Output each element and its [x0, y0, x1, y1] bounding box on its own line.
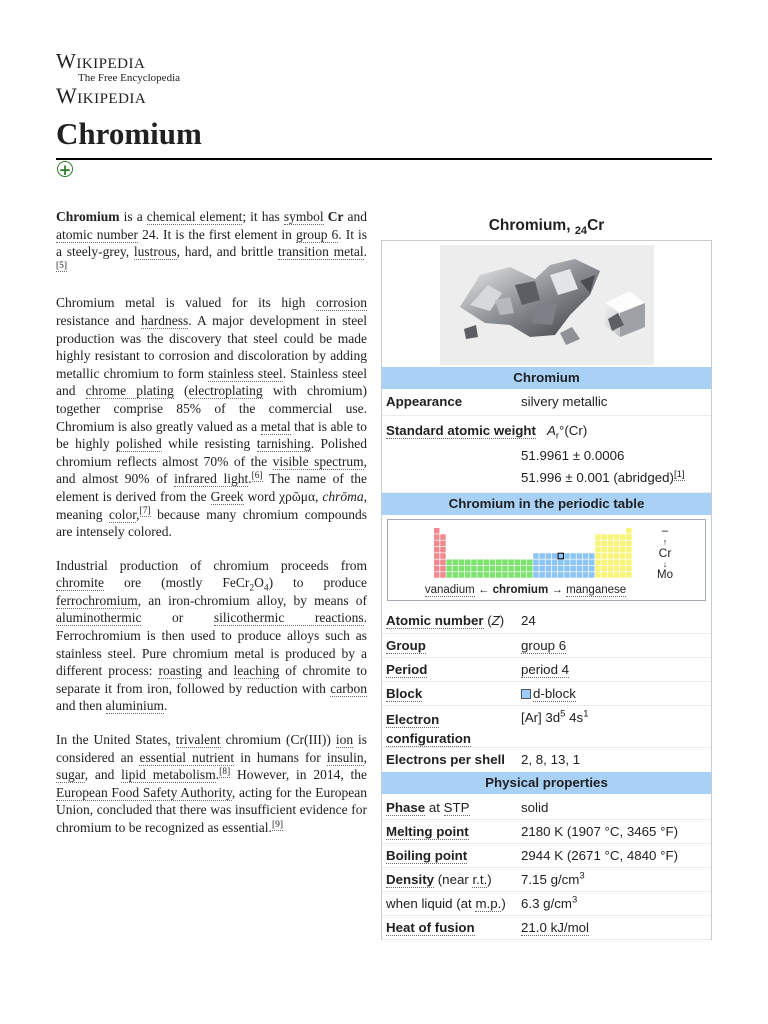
pt-cell	[521, 560, 527, 566]
link-infrared-light[interactable]: infrared light	[174, 471, 249, 487]
pt-cell	[465, 566, 471, 572]
wikipedia-logo[interactable]	[56, 50, 180, 108]
pt-cell	[595, 553, 601, 559]
liquid-value: 6.3 $g/cm^3$	[521, 894, 578, 911]
pt-cell	[620, 572, 626, 578]
pt-cell	[601, 572, 607, 578]
pt-cell	[453, 566, 459, 572]
link-roasting[interactable]: roasting	[158, 663, 202, 679]
pt-cell	[477, 560, 483, 566]
pt-cell	[595, 534, 601, 540]
pt-cell	[626, 541, 632, 547]
pt-cell	[533, 560, 539, 566]
pt-cell	[552, 566, 558, 572]
pt-cell	[515, 572, 521, 578]
pt-cell	[620, 534, 626, 540]
pt-cell	[552, 572, 558, 578]
pt-cell	[440, 572, 446, 578]
pt-cell	[484, 572, 490, 578]
link-room-temperature[interactable]: r.t.	[472, 872, 488, 887]
pt-cell	[626, 572, 632, 578]
pt-cell	[620, 566, 626, 572]
link-trivalent[interactable]: trivalent	[175, 732, 221, 748]
link-block[interactable]: Block	[386, 686, 423, 701]
pt-cell	[440, 553, 446, 559]
phase-label: Phase at STP	[386, 800, 470, 815]
link-kj-mol[interactable]: 21.0 kJ/mol	[521, 920, 589, 935]
pt-down-arrow: ↓	[662, 559, 668, 569]
pt-cell	[614, 572, 620, 578]
pt-cell	[440, 560, 446, 566]
link-ferrochromium[interactable]: ferrochromium	[56, 592, 138, 608]
pt-cell	[601, 553, 607, 559]
link-corrosion[interactable]: corrosion	[316, 295, 367, 311]
pt-cell	[496, 572, 502, 578]
pt-cell	[465, 572, 471, 578]
link-atomic-number-row[interactable]: Atomic number	[386, 613, 484, 628]
pt-cell	[601, 541, 607, 547]
pt-cell	[577, 572, 583, 578]
pt-cell	[527, 572, 533, 578]
link-carbon[interactable]: carbon	[330, 680, 367, 696]
pt-cell	[459, 566, 465, 572]
pt-cell	[446, 566, 452, 572]
pt-below: Mo	[657, 569, 673, 581]
pt-cell	[440, 547, 446, 553]
pt-cell	[614, 541, 620, 547]
pt-cell	[446, 560, 452, 566]
pt-cell	[552, 553, 558, 559]
pt-cell	[508, 566, 514, 572]
row-appearance	[382, 389, 711, 416]
pt-symbol: Cr	[658, 546, 672, 560]
pt-cell	[570, 566, 576, 572]
pt-cell	[434, 560, 440, 566]
pt-cell	[614, 534, 620, 540]
citation-1[interactable]: [1]	[673, 468, 685, 480]
link-melting-point-abbr[interactable]: m.p.	[475, 896, 502, 911]
pt-cell	[440, 534, 446, 540]
liquid-label: when liquid (at m.p.)	[386, 896, 506, 911]
link-melting-point[interactable]: Melting point	[386, 824, 469, 839]
pt-cell	[453, 572, 459, 578]
pt-cell	[533, 566, 539, 572]
pt-cell	[546, 553, 552, 559]
pt-cell	[595, 560, 601, 566]
pt-cell	[440, 566, 446, 572]
link-period[interactable]: Period	[386, 662, 428, 677]
pt-cell	[564, 553, 570, 559]
pt-cell	[589, 572, 595, 578]
pt-cell	[484, 566, 490, 572]
pt-cell	[558, 553, 564, 559]
pt-cell	[608, 541, 614, 547]
link-polished[interactable]: polished	[116, 436, 162, 452]
link-group-6-row[interactable]: group 6	[521, 638, 567, 653]
pt-cell	[577, 566, 583, 572]
link-period-4[interactable]: period 4	[521, 662, 570, 677]
pt-cell	[453, 560, 459, 566]
row-density-liquid	[382, 892, 711, 916]
pt-cell	[614, 553, 620, 559]
block-value	[521, 686, 576, 701]
paragraph-uses: Chromium metal is valued for its high corrosion resistance and hardness. A major development in steel production was the discovery that steel could be made highly resistant to corrosion and discoloration by adding metallic chromium to form stainless steel. Stainless steel and chrome plating (electroplating with chromium) together comprise 85% of the commercial use. Chromium is also greatly valued as a metal that is able to be highly polished while resisting tarnishing. Polished chromium reflects almost 70% of the visible spectrum, and almost 90% of infrared light.[6] The name of the element is derived from the Greek word χρῶμα, chrōma, meaning color,[7] because many chromium compounds are intensely colored.	[56, 295, 368, 540]
pt-cell	[558, 572, 564, 578]
pt-cell	[608, 547, 614, 553]
pt-cell	[583, 553, 589, 559]
pt-cell	[595, 572, 601, 578]
link-insulin[interactable]: insulin	[326, 749, 364, 765]
pt-cell	[570, 553, 576, 559]
pt-cell	[434, 541, 440, 547]
pt-cell	[434, 534, 440, 540]
hof-label	[386, 920, 475, 935]
pt-cell	[601, 566, 607, 572]
citation-8[interactable]: [8]	[219, 766, 231, 777]
link-manganese[interactable]: manganese	[566, 584, 627, 596]
pt-cell	[502, 566, 508, 572]
block-label	[386, 686, 422, 701]
citation-6[interactable]: [6]	[251, 470, 263, 481]
row-electrons-per-shell	[382, 748, 711, 773]
pt-cell	[527, 560, 533, 566]
link-aluminothermic[interactable]: aluminothermic	[56, 610, 142, 626]
pt-cell	[577, 560, 583, 566]
row-heat-of-fusion	[382, 916, 711, 940]
pt-cell	[533, 572, 539, 578]
paragraph-nutrition: In the United States, trivalent chromium (Cr(III)) ion is considered an essential nutrient in humans for insulin, sugar, and lipid metabolism.[8] However, in 2014, the European Food Safety Authority, acting for the European Union, concluded that there was insufficient evidence for chromium to be recognized as essential.[9]	[56, 732, 367, 835]
phase-value: solid	[521, 800, 549, 815]
pt-cell	[539, 553, 545, 559]
citation-9[interactable]: [9]	[271, 819, 284, 830]
link-d-block[interactable]: d-block	[533, 686, 576, 701]
chromium-photo[interactable]	[440, 245, 654, 365]
pt-neighbors-vertical	[654, 526, 676, 581]
pt-cell	[508, 572, 514, 578]
pt-cell	[608, 560, 614, 566]
row-boiling-point	[382, 844, 711, 868]
pt-cell	[496, 566, 502, 572]
pt-cell	[459, 560, 465, 566]
row-melting-point	[382, 820, 711, 844]
link-electroplating[interactable]: electroplating	[188, 383, 263, 399]
pt-cell	[434, 553, 440, 559]
density-label: Density (near r.t.)	[386, 872, 492, 887]
link-tarnishing[interactable]: tarnishing	[256, 436, 311, 452]
group-label	[386, 638, 426, 653]
pt-cell	[583, 566, 589, 572]
section-header-physical: Physical properties	[382, 772, 711, 794]
mp-value: 2180 K (1907 °C, 3465 °F)	[521, 824, 678, 839]
title-divider	[56, 158, 712, 160]
pt-cell	[508, 560, 514, 566]
infobox	[381, 240, 712, 940]
eshell-label: Electrons per shell	[386, 752, 505, 767]
pt-cell	[521, 572, 527, 578]
pt-cell	[564, 572, 570, 578]
hof-value	[521, 920, 589, 935]
atomic-number-value: 24	[521, 613, 536, 628]
pt-cell	[533, 553, 539, 559]
pt-cell	[595, 547, 601, 553]
saw-label	[386, 423, 536, 438]
link-visible-spectrum[interactable]: visible spectrum	[272, 453, 364, 469]
pt-cell	[570, 572, 576, 578]
pt-cell	[601, 534, 607, 540]
d-block-swatch-icon	[521, 689, 531, 699]
link-electron-configuration[interactable]: Electron configuration	[386, 712, 471, 746]
pt-cell	[515, 566, 521, 572]
pt-cell	[558, 560, 564, 566]
chromium-crystals-image	[440, 245, 654, 365]
row-period	[382, 658, 711, 682]
density-value: 7.15 $g/cm^3$	[521, 870, 585, 887]
link-chrome-plating[interactable]: chrome plating	[85, 383, 174, 399]
pt-cell	[446, 572, 452, 578]
pt-cell	[601, 547, 607, 553]
econf-label	[386, 710, 506, 748]
row-block	[382, 682, 711, 706]
logo-wordmark-secondary: Wikipedia	[56, 83, 147, 108]
group-value	[521, 638, 566, 653]
pt-cell	[484, 560, 490, 566]
pt-cell	[490, 572, 496, 578]
pt-cell	[626, 560, 632, 566]
periodic-table-widget[interactable]	[387, 519, 706, 601]
pt-cell	[539, 572, 545, 578]
pt-cell	[614, 566, 620, 572]
pt-above: –	[661, 525, 669, 537]
expand-plus-icon[interactable]: +	[58, 161, 72, 179]
pt-cell	[626, 553, 632, 559]
link-chromite[interactable]: chromite	[56, 575, 104, 591]
pt-cell	[626, 528, 632, 534]
link-metal[interactable]: metal	[260, 418, 291, 434]
pt-up-arrow: ↑	[662, 537, 668, 547]
bp-label	[386, 848, 467, 863]
pt-cell	[471, 566, 477, 572]
pt-cell	[589, 566, 595, 572]
link-stp[interactable]: STP	[443, 800, 470, 815]
pt-cell	[496, 560, 502, 566]
pt-cell	[589, 553, 595, 559]
pt-cell	[626, 547, 632, 553]
page-title: Chromium	[56, 116, 202, 151]
pt-cell	[440, 541, 446, 547]
pt-cell	[601, 560, 607, 566]
pt-cell	[434, 566, 440, 572]
pt-cell	[471, 560, 477, 566]
pt-cell	[459, 572, 465, 578]
link-phase[interactable]: Phase	[386, 800, 426, 815]
pt-cell	[539, 560, 545, 566]
link-heat-of-fusion[interactable]: Heat of fusion	[386, 920, 475, 935]
link-sugar[interactable]: sugar	[56, 767, 85, 783]
link-efsa[interactable]: European Food Safety Authority	[56, 784, 232, 800]
pt-cell	[527, 566, 533, 572]
infobox-caption: Chromium, $_{24}$Cr	[488, 217, 605, 238]
section-header-element: Chromium	[382, 367, 711, 389]
pt-cell	[546, 572, 552, 578]
saw-value: 51.9961 ± 0.0006	[521, 448, 625, 463]
row-group	[382, 634, 711, 658]
pt-cell	[620, 553, 626, 559]
pt-cell	[521, 566, 527, 572]
paragraph-production: Industrial production of chromium proceeds from chromite ore (mostly $FeCr_2O_4$) to produce ferrochromium, an iron-chromium alloy, by means of aluminothermic or silicothermic reactions. Ferrochromium is then used to produce alloys such as stainless steel. Pure chromium metal is produced by a different process: roasting and leaching of chromite to separate it from iron, followed by reduction with carbon and then aluminium.	[56, 557, 367, 714]
pt-cell	[577, 553, 583, 559]
pt-cell	[434, 547, 440, 553]
link-leaching[interactable]: leaching	[233, 663, 280, 679]
saw-symbol: $A_r^\circ(Cr)$	[547, 423, 588, 442]
link-symbol[interactable]: symbol	[283, 209, 324, 224]
link-ion[interactable]: ion	[335, 732, 354, 748]
pt-cell	[539, 566, 545, 572]
pt-cell	[608, 572, 614, 578]
saw-abridged: 51.996 ± 0.001 (abridged)[1]	[521, 468, 685, 485]
link-density[interactable]: Density	[386, 872, 435, 887]
pt-cell	[502, 560, 508, 566]
row-standard-atomic-weight	[382, 416, 711, 493]
pt-cell	[570, 560, 576, 566]
pt-cell	[608, 553, 614, 559]
link-group-6[interactable]: group 6	[295, 226, 339, 242]
link-essential-nutrient[interactable]: essential nutrient	[139, 749, 235, 765]
pt-cell	[614, 547, 620, 553]
period-value	[521, 662, 569, 677]
pt-cell	[583, 572, 589, 578]
econf-value: [Ar] $3d^5$ $4s^1$	[521, 708, 589, 725]
link-greek[interactable]: Greek	[210, 488, 244, 504]
link-hardness[interactable]: hardness	[140, 312, 189, 328]
pt-cell	[546, 560, 552, 566]
row-electron-configuration	[382, 706, 711, 748]
pt-cell	[626, 534, 632, 540]
pt-cell	[595, 566, 601, 572]
pt-cell	[515, 560, 521, 566]
pt-cell	[620, 547, 626, 553]
eshell-value: 2, 8, 13, 1	[521, 752, 581, 767]
link-group[interactable]: Group	[386, 638, 426, 653]
appearance-label: Appearance	[386, 394, 463, 409]
pt-cell	[465, 560, 471, 566]
link-vanadium[interactable]: vanadium	[424, 584, 475, 596]
link-boiling-point[interactable]: Boiling point	[386, 848, 468, 863]
row-density	[382, 868, 711, 892]
pt-cell	[564, 566, 570, 572]
pt-cell	[490, 560, 496, 566]
link-standard-atomic-weight[interactable]: Standard atomic weight	[386, 423, 536, 438]
pt-cell	[626, 566, 632, 572]
article-body	[56, 208, 367, 853]
pt-cell	[583, 560, 589, 566]
logo-wordmark: Wikipedia	[56, 49, 146, 73]
link-lipid-metabolism[interactable]: lipid metabolism	[121, 767, 216, 783]
row-phase	[382, 796, 711, 820]
pt-cell	[608, 566, 614, 572]
citation-5[interactable]: [5]	[56, 261, 68, 272]
period-label	[386, 662, 427, 677]
pt-cell	[564, 560, 570, 566]
pt-cell	[477, 572, 483, 578]
link-stainless-steel[interactable]: stainless steel	[208, 365, 283, 381]
mp-label	[386, 824, 469, 839]
citation-7[interactable]: [7]	[139, 506, 151, 516]
row-atomic-number: Atomic number (Z) 24	[382, 609, 711, 634]
pt-cell	[552, 560, 558, 566]
link-atomic-number[interactable]: atomic number	[56, 226, 139, 242]
paragraph-intro: Chromium is a chemical element; it has symbol Cr and atomic number 24. It is the first element in group 6. It is a steely-grey, lustrous, hard, and brittle transition metal.[5]	[56, 209, 368, 272]
pt-cell	[589, 560, 595, 566]
pt-cell	[471, 572, 477, 578]
link-color[interactable]: color	[108, 506, 137, 522]
pt-cell	[434, 528, 440, 534]
logo-tagline: The Free Encyclopedia	[78, 72, 181, 84]
link-lustrous[interactable]: lustrous	[133, 244, 177, 260]
link-aluminium[interactable]: aluminium	[105, 698, 164, 714]
link-chemical-element[interactable]: chemical element	[146, 209, 243, 224]
pt-cell	[558, 566, 564, 572]
link-transition-metal[interactable]: transition metal	[277, 244, 364, 260]
pt-cell	[546, 566, 552, 572]
bp-value: 2944 K (2671 °C, 4840 °F)	[521, 848, 678, 863]
pt-cell	[620, 541, 626, 547]
section-header-periodic-table: Chromium in the periodic table	[382, 493, 711, 515]
pt-cell	[614, 560, 620, 566]
pt-neighbors-horizontal: vanadium ← chromium → manganese	[424, 584, 627, 596]
pt-cell	[477, 566, 483, 572]
pt-cell	[490, 566, 496, 572]
pt-cell	[620, 560, 626, 566]
pt-cell	[608, 534, 614, 540]
appearance-value: silvery metallic	[521, 394, 608, 409]
pt-cell	[595, 541, 601, 547]
pt-cell	[434, 572, 440, 578]
pt-cell	[502, 572, 508, 578]
link-silicothermic-reactions[interactable]: silicothermic reactions	[213, 610, 364, 626]
